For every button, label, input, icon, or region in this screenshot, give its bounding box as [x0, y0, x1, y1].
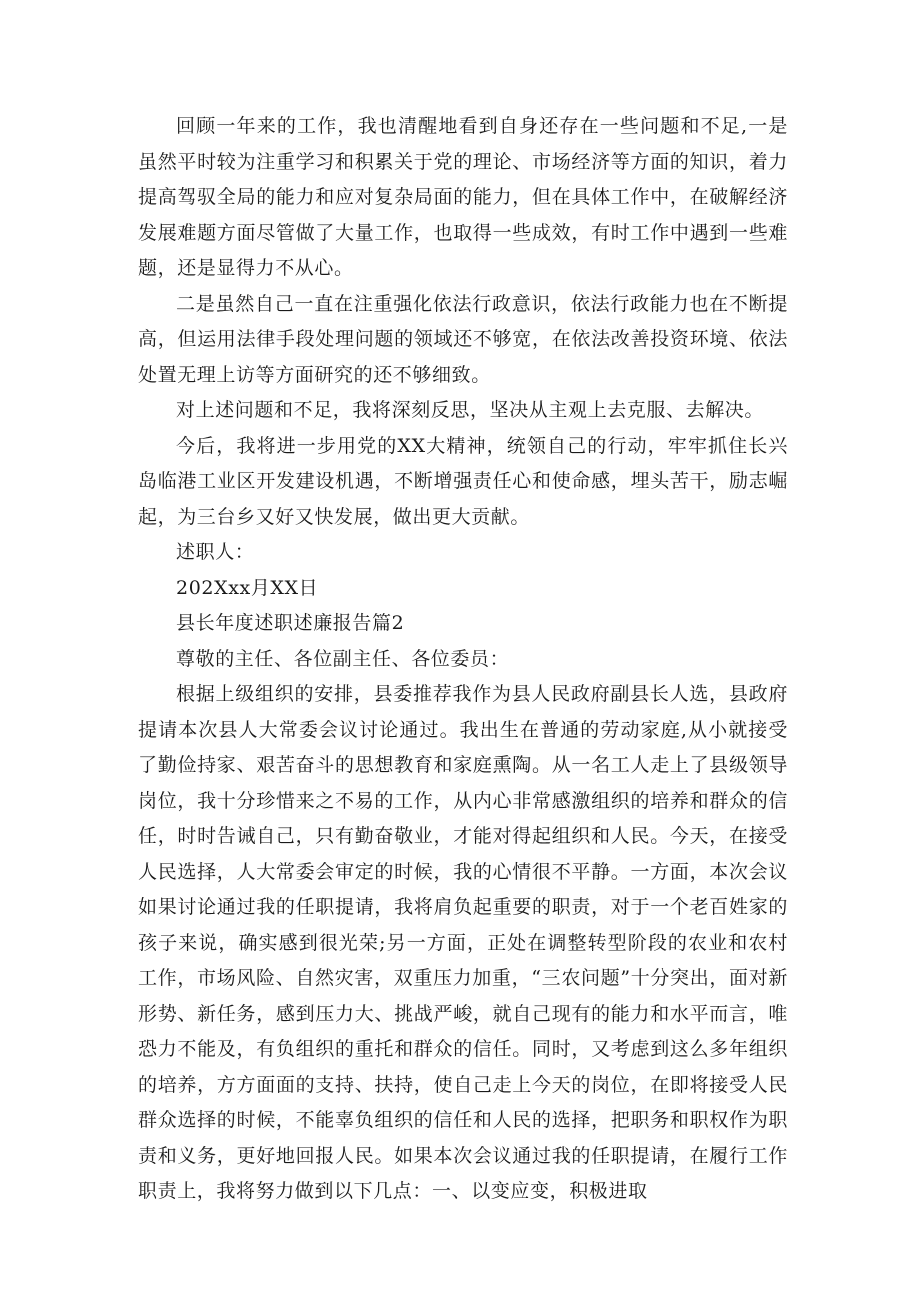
document-body — [138, 109, 788, 1210]
signer-label: 述职人： — [176, 541, 255, 563]
paragraph-nomination: 根据上级组织的安排，县委推荐我作为县人民政府副县长人选，县政府提请本次县人大常委会议讨论通过。我出生在普通的劳动家庭,从小就接受了勤俭持家、艰苦奋斗的思想教育和家庭熏陶。从一名工人走上了县级领导岗位，我十分珍惜来之不易的工作，从内心非常感激组织的培养和群众的信任，时时告诫自己，只有勤奋敬业，才能对得起组织和人民。今天，在接受人民选择，人大常委会审定的时候，我的心情很不平静。一方面，本次会议如果讨论通过我的任职提请，我将肩负起重要的职责，对于一个老百姓家的孩子来说，确实感到很光荣;另一方面，正处在调整转型阶段的农业和农村工作，市场风险、自然灾害，双重压力加重，“三农问题”十分突出，面对新形势、新任务，感到压力大、挑战严峻，就自己现有的能力和水平而言，唯恐力不能及，有负组织的重托和群众的信任。同时，又考虑到这么多年组织的培养，方方面面的支持、扶持，使自己走上今天的岗位，在即将接受人民群众选择的时候，不能辜负组织的信任和人民的选择，把职务和职权作为职责和义务，更好地回报人民。如果本次会议通过我的任职提请，在履行工作职责上，我将努力做到以下几点：一、以变应变，积极进取 — [138, 683, 788, 1202]
paragraph-reflection: 对上述问题和不足，我将深刻反思，坚决从主观上去克服、去解决。 — [176, 399, 765, 421]
paragraph-review: 回顾一年来的工作，我也清醒地看到自身还存在一些问题和不足,一是虽然平时较为注重学习和积累关于党的理论、市场经济等方面的知识，着力提高驾驭全局的能力和应对复杂局面的能力，但在具体工作中，在破解经济发展难题方面尽管做了大量工作，也取得一些成效，有时工作中遇到一些难题，还是显得力不从心。 — [138, 115, 788, 279]
report-date: 202Xxx月XX日 — [176, 576, 319, 599]
salutation: 尊敬的主任、各位副主任、各位委员： — [176, 647, 510, 670]
paragraph-rule-of-law: 二是虽然自己一直在注重强化依法行政意识，依法行政能力也在不断提高，但运用法律手段处理问题的领域还不够宽，在依法改善投资环境、依法处置无理上访等方面研究的还不够细致。 — [138, 292, 788, 386]
section-title: 县长年度述职述廉报告篇2 — [176, 612, 405, 634]
paragraph-future: 今后，我将进一步用党的XX大精神，统领自己的行动，牢牢抓住长兴岛临港工业区开发建设机遇，不断增强责任心和使命感，埋头苦干，励志崛起，为三台乡又好又快发展，做出更大贡献。 — [138, 434, 788, 528]
